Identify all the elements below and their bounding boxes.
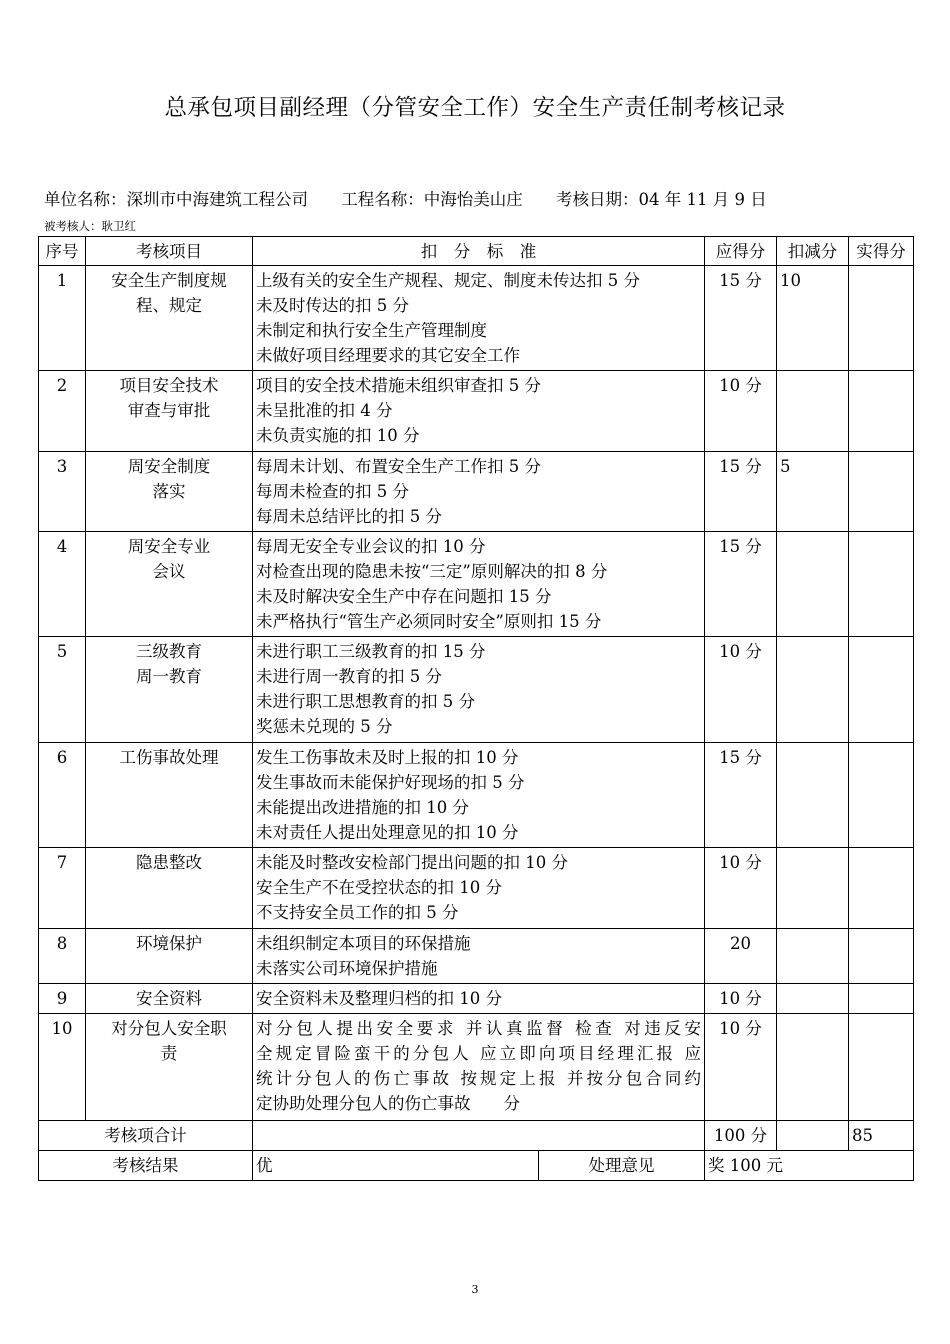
criteria-line: 未能及时整改安检部门提出问题的扣 10 分 bbox=[256, 853, 568, 872]
row-criteria bbox=[253, 743, 705, 848]
row-deduct bbox=[777, 371, 849, 452]
item-line: 项目安全技术 bbox=[119, 376, 219, 395]
header-due: 应得分 bbox=[705, 237, 777, 266]
criteria-line: 未组织制定本项目的环保措施 bbox=[256, 934, 471, 953]
unit-name: 单位名称：深圳市中海建筑工程公司 bbox=[44, 190, 308, 209]
row-deduct bbox=[777, 984, 849, 1014]
item-line: 三级教育 bbox=[136, 642, 202, 661]
criteria-line: 未及时解决安全生产中存在问题扣 15 分 bbox=[256, 587, 552, 606]
row-item bbox=[86, 1014, 253, 1121]
examinee: 被考核人：耿卫红 bbox=[44, 219, 136, 233]
opinion-label: 处理意见 bbox=[539, 1151, 705, 1181]
total-due: 100 分 bbox=[705, 1121, 777, 1151]
item-line: 会议 bbox=[152, 562, 186, 581]
row-actual bbox=[849, 637, 914, 743]
criteria-line: 未做好项目经理要求的其它安全工作 bbox=[256, 346, 520, 365]
row-criteria bbox=[253, 1014, 705, 1121]
criteria-line: 统计分包人的伤亡事故 按规定上报 并按分包合同约 bbox=[256, 1069, 701, 1088]
criteria-line: 对分包人提出安全要求 并认真监督 检查 对违反安 bbox=[256, 1019, 701, 1038]
criteria-line: 未制定和执行安全生产管理制度 bbox=[256, 321, 487, 340]
page-number: 3 bbox=[471, 1283, 479, 1296]
item-line: 安全资料 bbox=[136, 989, 202, 1008]
row-no: 3 bbox=[39, 452, 86, 532]
opinion-value: 奖 100 元 bbox=[705, 1151, 914, 1181]
row-deduct bbox=[777, 1014, 849, 1121]
row-item bbox=[86, 848, 253, 929]
row-due: 15 分 bbox=[705, 743, 777, 848]
row-due: 10 分 bbox=[705, 1014, 777, 1121]
total-label: 考核项合计 bbox=[39, 1121, 253, 1151]
item-line: 程、规定 bbox=[136, 296, 202, 315]
page-title: 总承包项目副经理（分管安全工作）安全生产责任制考核记录 bbox=[164, 95, 786, 121]
row-no: 6 bbox=[39, 743, 86, 848]
row-due: 10 分 bbox=[705, 371, 777, 452]
criteria-line: 每周未总结评比的扣 5 分 bbox=[256, 507, 442, 526]
row-item bbox=[86, 637, 253, 743]
row-item bbox=[86, 371, 253, 452]
row-deduct: 5 bbox=[777, 452, 849, 532]
row-item bbox=[86, 929, 253, 984]
criteria-line: 未进行职工三级教育的扣 15 分 bbox=[256, 642, 486, 661]
result-label: 考核结果 bbox=[39, 1151, 253, 1181]
row-actual bbox=[849, 984, 914, 1014]
assessment-table bbox=[38, 236, 914, 1181]
row-criteria bbox=[253, 929, 705, 984]
criteria-line: 安全资料未及整理归档的扣 10 分 bbox=[256, 989, 502, 1008]
row-due: 10 分 bbox=[705, 637, 777, 743]
row-no: 4 bbox=[39, 532, 86, 637]
total-row bbox=[39, 1121, 914, 1151]
criteria-line: 每周无安全专业会议的扣 10 分 bbox=[256, 537, 486, 556]
table-row bbox=[39, 637, 914, 743]
header-deduct: 扣减分 bbox=[777, 237, 849, 266]
row-actual bbox=[849, 848, 914, 929]
item-line: 周一教育 bbox=[136, 667, 202, 686]
assessment-date: 考核日期：04 年 11 月 9 日 bbox=[556, 190, 767, 209]
item-line: 环境保护 bbox=[136, 934, 202, 953]
criteria-line: 未及时传达的扣 5 分 bbox=[256, 296, 409, 315]
criteria-line: 安全生产不在受控状态的扣 10 分 bbox=[256, 878, 502, 897]
row-no: 5 bbox=[39, 637, 86, 743]
header-row bbox=[39, 237, 914, 266]
row-due: 15 分 bbox=[705, 452, 777, 532]
criteria-line: 不支持安全员工作的扣 5 分 bbox=[256, 903, 459, 922]
table-row bbox=[39, 929, 914, 984]
row-deduct bbox=[777, 532, 849, 637]
table-row bbox=[39, 266, 914, 371]
item-line: 周安全专业 bbox=[127, 537, 211, 556]
row-no: 1 bbox=[39, 266, 86, 371]
criteria-line: 每周未检查的扣 5 分 bbox=[256, 482, 409, 501]
row-deduct bbox=[777, 743, 849, 848]
criteria-line: 全规定冒险蛮干的分包人 应立即向项目经理汇报 应 bbox=[256, 1044, 701, 1063]
row-criteria bbox=[253, 984, 705, 1014]
row-no: 2 bbox=[39, 371, 86, 452]
table-row bbox=[39, 743, 914, 848]
row-actual bbox=[849, 929, 914, 984]
header-no: 序号 bbox=[39, 237, 86, 266]
row-no: 8 bbox=[39, 929, 86, 984]
criteria-line: 发生事故而未能保护好现场的扣 5 分 bbox=[256, 773, 525, 792]
row-actual bbox=[849, 743, 914, 848]
criteria-line: 未负责实施的扣 10 分 bbox=[256, 426, 420, 445]
criteria-line: 奖惩未兑现的 5 分 bbox=[256, 717, 393, 736]
criteria-line: 未落实公司环境保护措施 bbox=[256, 959, 438, 978]
row-criteria bbox=[253, 452, 705, 532]
row-due: 10 分 bbox=[705, 984, 777, 1014]
row-item bbox=[86, 743, 253, 848]
item-line: 隐患整改 bbox=[136, 853, 202, 872]
total-deduct bbox=[777, 1121, 849, 1151]
table-row bbox=[39, 1014, 914, 1121]
header-item: 考核项目 bbox=[86, 237, 253, 266]
item-line: 落实 bbox=[152, 482, 186, 501]
table-row bbox=[39, 371, 914, 452]
total-actual: 85 bbox=[849, 1121, 914, 1151]
row-item bbox=[86, 532, 253, 637]
criteria-line: 未进行周一教育的扣 5 分 bbox=[256, 667, 442, 686]
row-item bbox=[86, 452, 253, 532]
table-row bbox=[39, 532, 914, 637]
row-deduct bbox=[777, 637, 849, 743]
item-line: 工伤事故处理 bbox=[119, 748, 219, 767]
row-deduct bbox=[777, 848, 849, 929]
item-line: 安全生产制度规 bbox=[111, 271, 227, 290]
header-criteria: 扣 分 标 准 bbox=[253, 237, 705, 266]
row-due: 15 分 bbox=[705, 266, 777, 371]
row-criteria bbox=[253, 266, 705, 371]
row-due: 20 bbox=[705, 929, 777, 984]
item-line: 责 bbox=[160, 1044, 178, 1063]
criteria-line: 定协助处理分包人的伤亡事故 分 bbox=[256, 1094, 520, 1113]
row-actual bbox=[849, 1014, 914, 1121]
criteria-line: 未严格执行“管生产必须同时安全”原则扣 15 分 bbox=[256, 612, 602, 631]
project-name: 工程名称：中海怡美山庄 bbox=[341, 190, 523, 209]
row-criteria bbox=[253, 532, 705, 637]
criteria-line: 每周未计划、布置安全生产工作扣 5 分 bbox=[256, 457, 541, 476]
table-row bbox=[39, 848, 914, 929]
item-line: 审查与审批 bbox=[127, 401, 211, 420]
item-line: 对分包人安全职 bbox=[111, 1019, 227, 1038]
total-empty bbox=[253, 1121, 705, 1151]
row-criteria bbox=[253, 637, 705, 743]
criteria-line: 上级有关的安全生产规程、规定、制度未传达扣 5 分 bbox=[256, 271, 640, 290]
result-value: 优 bbox=[253, 1151, 539, 1181]
table-row bbox=[39, 452, 914, 532]
table-row bbox=[39, 984, 914, 1014]
criteria-line: 未进行职工思想教育的扣 5 分 bbox=[256, 692, 475, 711]
table-rows bbox=[39, 266, 914, 1121]
row-no: 7 bbox=[39, 848, 86, 929]
info-line bbox=[44, 186, 795, 210]
row-deduct bbox=[777, 929, 849, 984]
header-actual: 实得分 bbox=[849, 237, 914, 266]
criteria-line: 未能提出改进措施的扣 10 分 bbox=[256, 798, 469, 817]
row-item bbox=[86, 984, 253, 1014]
row-actual bbox=[849, 266, 914, 371]
row-no: 10 bbox=[39, 1014, 86, 1121]
row-due: 15 分 bbox=[705, 532, 777, 637]
result-row bbox=[39, 1151, 914, 1181]
row-no: 9 bbox=[39, 984, 86, 1014]
criteria-line: 项目的安全技术措施未组织审查扣 5 分 bbox=[256, 376, 541, 395]
row-due: 10 分 bbox=[705, 848, 777, 929]
row-deduct: 10 bbox=[777, 266, 849, 371]
criteria-line: 未对责任人提出处理意见的扣 10 分 bbox=[256, 823, 519, 842]
criteria-line: 对检查出现的隐患未按“三定”原则解决的扣 8 分 bbox=[256, 562, 608, 581]
item-line: 周安全制度 bbox=[127, 457, 211, 476]
row-criteria bbox=[253, 848, 705, 929]
criteria-line: 未呈批准的扣 4 分 bbox=[256, 401, 393, 420]
criteria-line: 发生工伤事故未及时上报的扣 10 分 bbox=[256, 748, 519, 767]
row-item bbox=[86, 266, 253, 371]
row-actual bbox=[849, 452, 914, 532]
row-criteria bbox=[253, 371, 705, 452]
row-actual bbox=[849, 532, 914, 637]
row-actual bbox=[849, 371, 914, 452]
